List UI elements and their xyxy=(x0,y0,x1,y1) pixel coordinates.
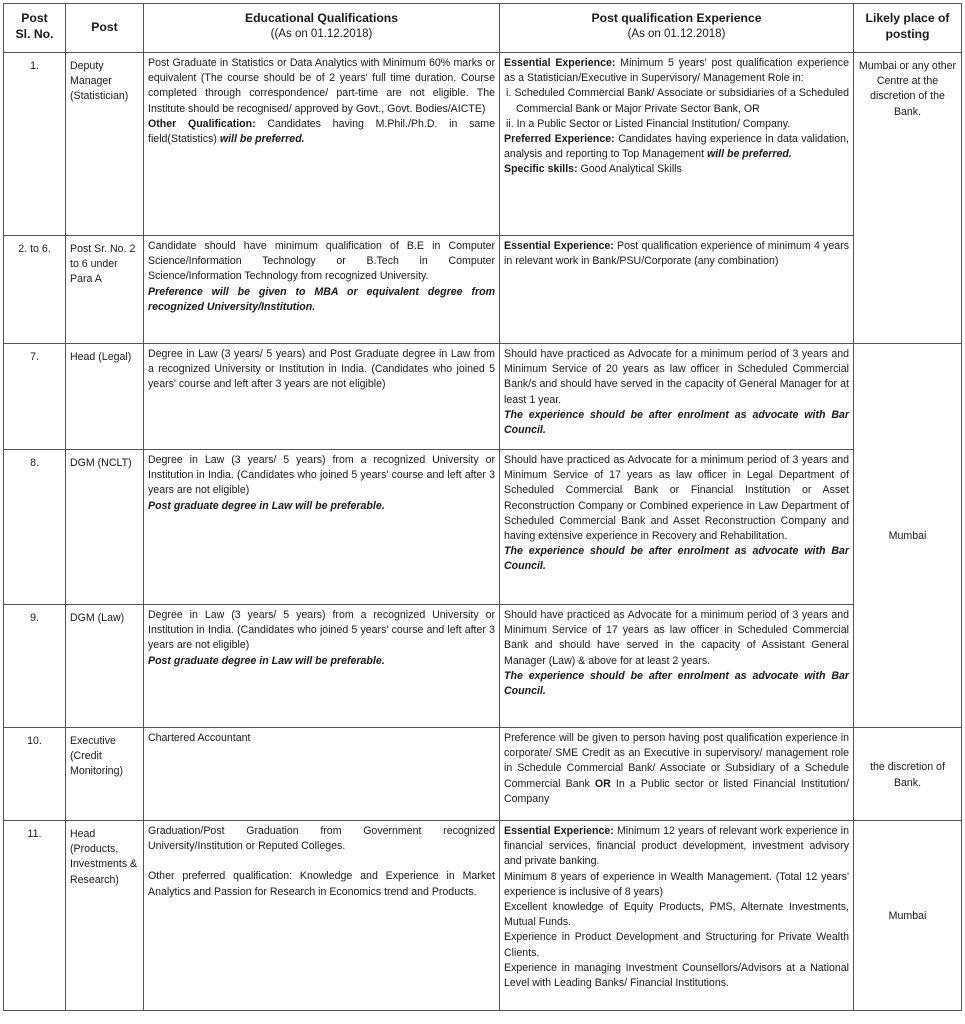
exp-item: i. Scheduled Commercial Bank/ Associate or subsidiaries of a Scheduled Commercial Bank or Major Private Sector Bank, OR xyxy=(506,87,849,115)
edu-cell xyxy=(144,728,500,821)
col-header-post: Post xyxy=(66,4,144,53)
edu-cell xyxy=(144,450,500,605)
post-cell: Deputy Manager (Statistician) xyxy=(66,53,144,236)
exp-cell xyxy=(500,236,854,344)
exp-item: ii. In a Public Sector or Listed Financial Institution/ Company. xyxy=(506,117,791,130)
edu-preference: Preference will be given to MBA or equivalent degree from recognized University/Institution. xyxy=(148,285,495,313)
exp-essential: Essential Experience: Minimum 5 years' post qualification experience as a Statistician/Executive in Supervisory/ Management Role in: xyxy=(504,57,849,85)
post-cell: Head (Products, Investments & Research) xyxy=(66,821,144,1011)
exp-preferred: Preferred Experience: Candidates having experience in data validation, analysis and reporting to Top Management will be preferred. xyxy=(504,133,849,161)
edu-preference: Post graduate degree in Law will be preferable. xyxy=(148,654,385,667)
edu-text: Graduation/Post Graduation from Government recognized University/Institution or Reputed Colleges. xyxy=(148,825,495,853)
table-row xyxy=(4,450,962,605)
edu-text: Degree in Law (3 years/ 5 years) from a recognized University or Institution in India. (Candidates who joined 5 years' course and left after 3 years are not eligible) xyxy=(148,609,495,652)
header-row xyxy=(4,4,962,53)
table-row xyxy=(4,53,962,236)
place-cell: Mumbai xyxy=(854,821,962,1011)
exp-essential: Essential Experience: Minimum 12 years of relevant work experience in financial services, financial product development, investment advisory and private banking. xyxy=(504,825,849,868)
place-cell: Mumbai or any other Centre at the discretion of the Bank. xyxy=(854,53,962,344)
col-header-place: Likely place of posting xyxy=(854,4,962,53)
exp-note: The experience should be after enrolment as advocate with Bar Council. xyxy=(504,545,849,573)
edu-text: Chartered Accountant xyxy=(148,732,251,744)
post-cell: Executive (Credit Monitoring) xyxy=(66,728,144,821)
exp-cell xyxy=(500,821,854,1011)
edu-cell xyxy=(144,344,500,450)
place-cell: the discretion of Bank. xyxy=(854,728,962,821)
exp-cell xyxy=(500,728,854,821)
exp-cell xyxy=(500,605,854,728)
edu-cell xyxy=(144,236,500,344)
exp-cell xyxy=(500,450,854,605)
exp-text: Minimum 8 years of experience in Wealth Management. (Total 12 years' experience is inclusive of 8 years) xyxy=(504,870,849,898)
exp-cell xyxy=(500,53,854,236)
edu-text: Degree in Law (3 years/ 5 years) and Post Graduate degree in Law from a recognized University or Institution in India. (Candidates who joined 5 years' course and left after 3 years are not eligible) xyxy=(148,348,495,391)
edu-text-other: Other preferred qualification: Knowledge and Experience in Market Analytics and Passion for Research in Economics trend and Products. xyxy=(148,870,495,898)
col-header-sl: Post Sl. No. xyxy=(4,4,66,53)
edu-preference: Post graduate degree in Law will be preferable. xyxy=(148,499,385,512)
exp-text: Experience in Product Development and Structuring for Private Wealth Clients. xyxy=(504,931,849,959)
exp-text: Excellent knowledge of Equity Products, PMS, Alternate Investments, Mutual Funds. xyxy=(504,901,849,929)
exp-note: The experience should be after enrolment as advocate with Bar Council. xyxy=(504,669,849,698)
table-row xyxy=(4,821,962,1011)
exp-cell xyxy=(500,344,854,450)
post-cell: Head (Legal) xyxy=(66,344,144,450)
eligibility-table xyxy=(3,3,962,1011)
post-cell: DGM (NCLT) xyxy=(66,450,144,605)
exp-text: Should have practiced as Advocate for a minimum period of 3 years and Minimum Service of 20 years as law officer in Scheduled Commercial Bank/s and should have served in the capacity of General Manager for at least 1 year. xyxy=(504,348,849,406)
sl-cell: 1. xyxy=(4,53,66,236)
post-cell: DGM (Law) xyxy=(66,605,144,728)
edu-text: Candidate should have minimum qualification of B.E in Computer Science/Information Technology or B.Tech in Computer Science/Information Technology from recognized University. xyxy=(148,240,495,283)
place-cell: Mumbai xyxy=(854,344,962,728)
edu-text: Degree in Law (3 years/ 5 years) from a recognized University or Institution in India. (Candidates who joined 5 years' course and left after 3 years are not eligible) xyxy=(148,454,495,497)
sl-cell: 11. xyxy=(4,821,66,1011)
exp-text: Preference will be given to person having post qualification experience in corporate/ SME Credit as an Executive in supervisory/ management role in Schedule Commercial Bank/ Associate or Subsidiary of a Schedule Commercial Bank OR In a Public sector or listed Financial Institution/ Company xyxy=(504,732,849,805)
edu-cell xyxy=(144,53,500,236)
edu-cell xyxy=(144,821,500,1011)
exp-essential: Essential Experience: Post qualification experience of minimum 4 years in relevant work in Bank/PSU/Corporate (any combination) xyxy=(504,240,849,268)
post-cell: Post Sr. No. 2 to 6 under Para A xyxy=(66,236,144,344)
edu-text: Post Graduate in Statistics or Data Analytics with Minimum 60% marks or equivalent (The course should be of 2 years' full time duration. Course completed through correspondence/ part-time are not eligible. The Institute should be recognised/ approved by Govt., Govt. Bodies/AICTE) xyxy=(148,57,495,115)
exp-skills: Specific skills: Good Analytical Skills xyxy=(504,163,682,176)
sl-cell: 7. xyxy=(4,344,66,450)
table-row xyxy=(4,728,962,821)
sl-cell: 8. xyxy=(4,450,66,605)
col-header-exp: Post qualification Experience (As on 01.12.2018) xyxy=(500,4,854,53)
table-row xyxy=(4,344,962,450)
table-row xyxy=(4,605,962,728)
sl-cell: 2. to 6. xyxy=(4,236,66,344)
table-row xyxy=(4,236,962,344)
sl-cell: 9. xyxy=(4,605,66,728)
exp-text: Should have practiced as Advocate for a minimum period of 3 years and Minimum Service of 17 years as law officer in Scheduled Commercial Bank and should have served in the capacity of Assistant General Manager (Law) & above for at least 2 years. xyxy=(504,609,849,667)
exp-text: Should have practiced as Advocate for a minimum period of 3 years and Minimum Service of 17 years as law officer in Legal Department of Scheduled Commercial Bank or Financial Institution or Asset Reconstruction Company or Combined experience in Law Department of Scheduled Commercial Bank and Asset Reconstruction Company and having extensive experience in Recovery and Rehabilitation. xyxy=(504,454,849,543)
col-header-edu: Educational Qualifications ((As on 01.12.2018) xyxy=(144,4,500,53)
edu-other: Other Qualification: Candidates having M.Phil./Ph.D. in same field(Statistics) will be preferred. xyxy=(148,117,495,146)
edu-cell xyxy=(144,605,500,728)
exp-note: The experience should be after enrolment as advocate with Bar Council. xyxy=(504,408,849,437)
exp-text: Experience in managing Investment Counsellors/Advisors at a National Level with Leading Banks/ Financial Institutions. xyxy=(504,961,849,990)
sl-cell: 10. xyxy=(4,728,66,821)
